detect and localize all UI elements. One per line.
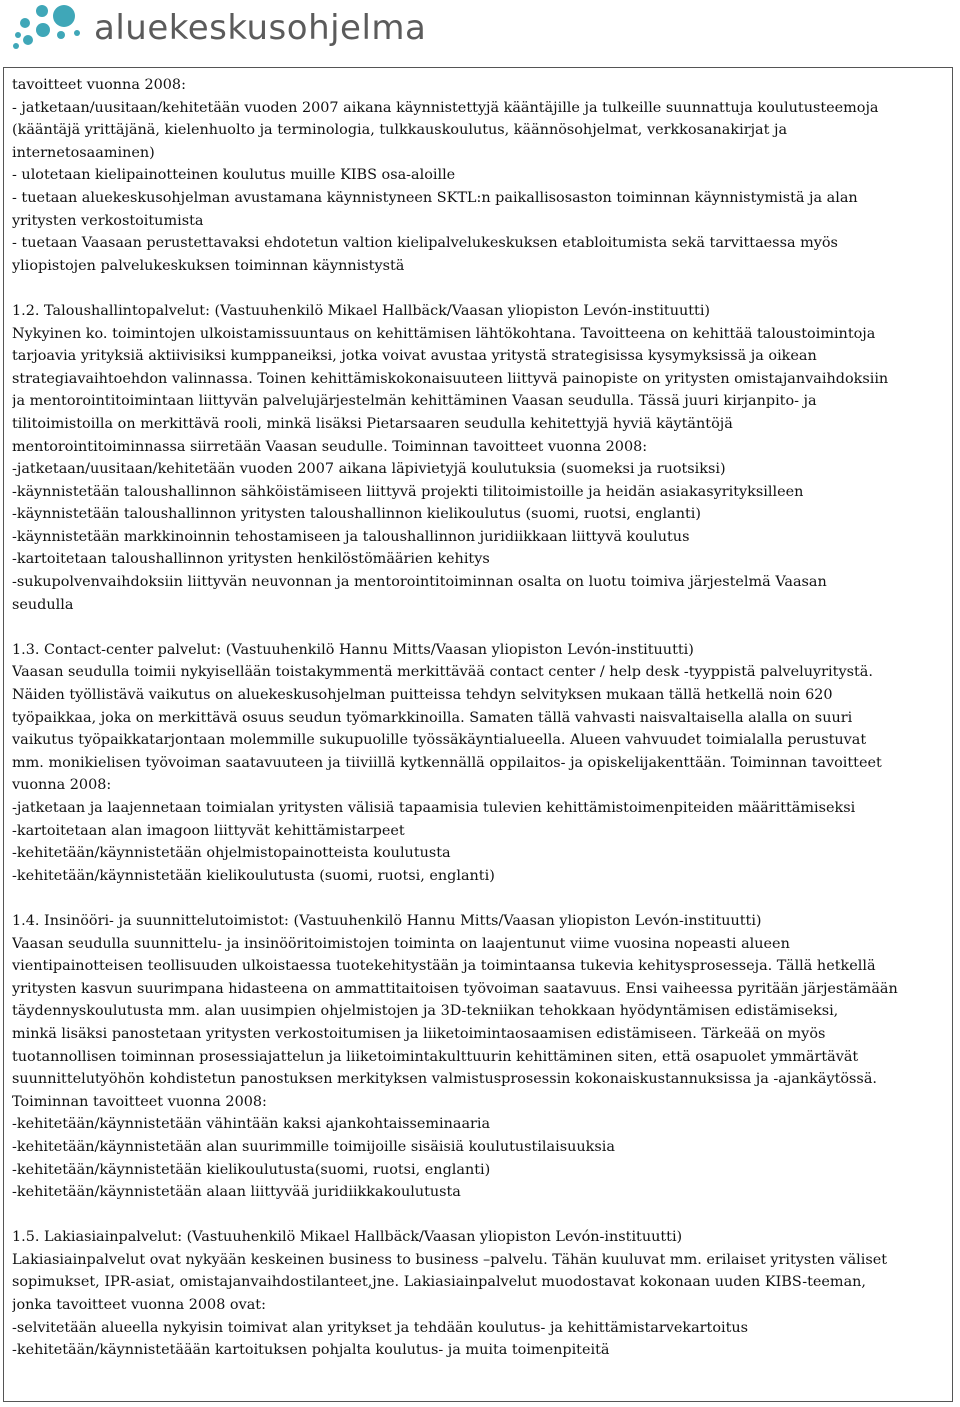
paragraph-gap [12,616,944,639]
text-line: seudulla [12,596,74,613]
text-line: -kehitetään/käynnistetään alaan liittyvää juridiikkakoulutusta [12,1184,461,1201]
text-line: - jatketaan/uusitaan/kehitetään vuoden 2007 aikana käynnistettyjä kääntäjille ja tulkeille suunnattuja koulutusteemoja [12,99,879,116]
text-line: vuonna 2008: [12,777,112,794]
text-line: Nykyinen ko. toimintojen ulkoistamissuuntaus on kehittämisen lähtökohtana. Tavoitteena on kehittää taloustoimintoja [12,325,876,342]
text-line: -kartoitetaan alan imagoon liittyvät kehittämistarpeet [12,822,405,839]
text-line: 1.3. Contact-center palvelut: (Vastuuhenkilö Hannu Mitts/Vaasan yliopiston Levón-instituutti) [12,641,694,658]
text-line: 1.5. Lakiasiainpalvelut: (Vastuuhenkilö Mikael Hallbäck/Vaasan yliopiston Levón-instituutti) [12,1229,683,1246]
document-section [12,300,944,616]
text-line: 1.2. Taloushallintopalvelut: (Vastuuhenkilö Mikael Hallbäck/Vaasan yliopiston Levón-instituutti) [12,302,711,319]
text-line: tavoitteet vuonna 2008: [12,77,186,93]
text-line: strategiavaihtoehdon valinnassa. Toinen kehittämiskokonaisuuteen liittyvä painopiste on yritysten omistajanvaihdoksiin [12,370,889,387]
document-section [12,74,944,277]
text-line: täydennyskoulutusta mm. alan uusimpien ohjelmistojen ja 3D-tekniikan tehokkaan hyödyntämisen edistämiseksi, [12,1003,839,1020]
text-line: -kehitetään/käynnistetään ohjelmistopainotteista koulutusta [12,845,451,862]
text-line: -kartoitetaan taloushallinnon yritysten henkilöstömäärien kehitys [12,551,490,568]
text-line: työpaikkaa, joka on merkittävä osuus seudun työmarkkinoilla. Samaten tällä vahvasti naisvaltaisella alalla on suuri [12,709,853,726]
text-line: -sukupolvenvaihdoksiin liittyvän neuvonnan ja mentorointitoiminnan osalta on luotu toimiva järjestelmä Vaasan [12,574,827,591]
text-line: -käynnistetään markkinoinnin tehostamiseen ja taloushallinnon juridiikkaan liittyvä koulutus [12,528,690,545]
text-line: -käynnistetään taloushallinnon yritysten taloushallinnon kielikoulutus (suomi, ruotsi, englanti) [12,506,701,523]
text-line: ja mentorointitoimintaan liittyvän palvelujärjestelmän kehittäminen Vaasan seudulla. Tässä juuri kirjanpito- ja [12,393,817,410]
text-line: -kehitetään/käynnistetään kielikoulutusta (suomi, ruotsi, englanti) [12,867,495,884]
document-body [3,67,953,1402]
text-line: - tuetaan Vaasaan perustettavaksi ehdotetun valtion kielipalvelukeskuksen etabloitumista sekä tarvittaessa myös [12,235,838,252]
text-line: tuotannollisen toiminnan prosessiajattelun ja liiketoimintakulttuurin kehittäminen siten, että osapuolet ymmärtävät [12,1048,859,1065]
text-line: Vaasan seudulla suunnittelu- ja insinööritoimistojen toiminta on laajentunut viime vuosina nopeasti alueen [12,935,790,952]
logo-text: aluekeskusohjelma [94,8,427,48]
text-line: jonka tavoitteet vuonna 2008 ovat: [12,1297,266,1314]
text-line: sopimukset, IPR-asiat, omistajanvaihdostilanteet,jne. Lakiasiainpalvelut muodostavat kokonaan uuden KIBS-teeman, [12,1274,866,1291]
text-line: - ulotetaan kielipainotteinen koulutus muille KIBS osa-aloille [12,167,456,184]
text-line: vientipainotteisen teollisuuden ulkoistaessa tuotekehitystään ja toimintaansa tukevia kehitysprosesseja. Tällä hetkellä [12,958,876,975]
text-line: -kehitetään/käynnistetään kielikoulutusta(suomi, ruotsi, englanti) [12,1161,491,1178]
text-line: mm. monikielisen työvoiman saatavuuteen ja tiiviillä kytkennällä oppilaitos- ja opiskelijakenttään. Toiminnan tavoitteet [12,754,882,771]
text-line: Toiminnan tavoitteet vuonna 2008: [12,1093,267,1110]
text-line: 1.4. Insinööri- ja suunnittelutoimistot: (Vastuuhenkilö Hannu Mitts/Vaasan yliopiston Levón-instituutti) [12,912,762,929]
logo-dots-icon [12,2,92,60]
text-line: -kehitetään/käynnistetään alan suurimmille toimijoille sisäisiä koulutustilaisuuksia [12,1138,615,1155]
text-line: suunnittelutyöhön kohdistetun panostuksen merkityksen valmistusprosessin kokonaiskustannuksissa ja -ajankäytössä. [12,1071,877,1088]
text-line: tilitoimistoilla on merkittävä rooli, minkä lisäksi Pietarsaaren seudulla kehitettyjä hyviä käytäntöjä [12,415,733,432]
text-line: tarjoavia yrityksiä aktiivisiksi kumppaneiksi, jotka voivat avustaa yritystä strategisissa kysymyksissä ja oikean [12,348,817,365]
program-logo [12,2,427,60]
text-line: (kääntäjä yrittäjänä, kielenhuolto ja terminologia, tulkkauskoulutus, käännösohjelmat, verkkosanakirjat ja [12,122,788,139]
text-line: yritysten verkostoitumista [12,212,204,229]
paragraph-gap [12,277,944,300]
text-line: -käynnistetään taloushallinnon sähköistämiseen liittyvä projekti tilitoimistoille ja heidän asiakasyrityksilleen [12,483,804,500]
text-line: -kehitetään/käynnistetäään kartoituksen pohjalta koulutus- ja muita toimenpiteitä [12,1342,610,1359]
text-line: -kehitetään/käynnistetään vähintään kaksi ajankohtaisseminaaria [12,1116,491,1133]
text-line: -selvitetään alueella nykyisin toimivat alan yritykset ja tehdään koulutus- ja kehittämistarvekartoitus [12,1319,749,1336]
document-section [12,639,944,888]
document-section [12,1226,944,1362]
paragraph-gap [12,887,944,910]
text-line: Lakiasiainpalvelut ovat nykyään keskeinen business to business –palvelu. Tähän kuuluvat mm. erilaiset yritysten väliset [12,1251,888,1268]
text-line: internetosaaminen) [12,144,155,161]
text-line: minkä lisäksi panostetaan yritysten verkostoitumisen ja liiketoimintaosaamisen edistämiseen. Tärkeää on myös [12,1025,826,1042]
text-line: -jatketaan ja laajennetaan toimialan yritysten välisiä tapaamisia tulevien kehittämistoimenpiteiden määrittämiseksi [12,800,856,816]
text-line: mentorointitoiminnassa siirretään Vaasan seudulle. Toiminnan tavoitteet vuonna 2008: [12,438,648,455]
text-line: Vaasan seudulla toimii nykyisellään toistakymmentä merkittävää contact center / help desk -tyyppistä palveluyritystä. [12,664,873,681]
text-line: yliopistojen palvelukeskuksen toiminnan käynnistystä [12,257,405,274]
text-line: Näiden työllistävä vaikutus on aluekeskusohjelman puitteissa tehdyn selvityksen mukaan tällä hetkellä noin 620 [12,687,833,704]
text-line: - tuetaan aluekeskusohjelman avustamana käynnistyneen SKTL:n paikallisosaston toiminnan käynnistymistä ja alan [12,189,858,206]
document-section [12,910,944,1204]
text-line: vaikutus työpaikkatarjontaan molemmille sukupuolille työssäkäyntialueella. Alueen vahvuudet toimialalla perustuvat [12,732,867,749]
text-line: -jatketaan/uusitaan/kehitetään vuoden 2007 aikana läpivietyjä koulutuksia (suomeksi ja ruotsiksi) [12,461,726,478]
paragraph-gap [12,1204,944,1227]
text-line: yritysten kasvun suurimpana hidasteena on ammattitaitoisen työvoiman saatavuus. Ensi vaiheessa pyritään järjestämään [12,980,898,997]
